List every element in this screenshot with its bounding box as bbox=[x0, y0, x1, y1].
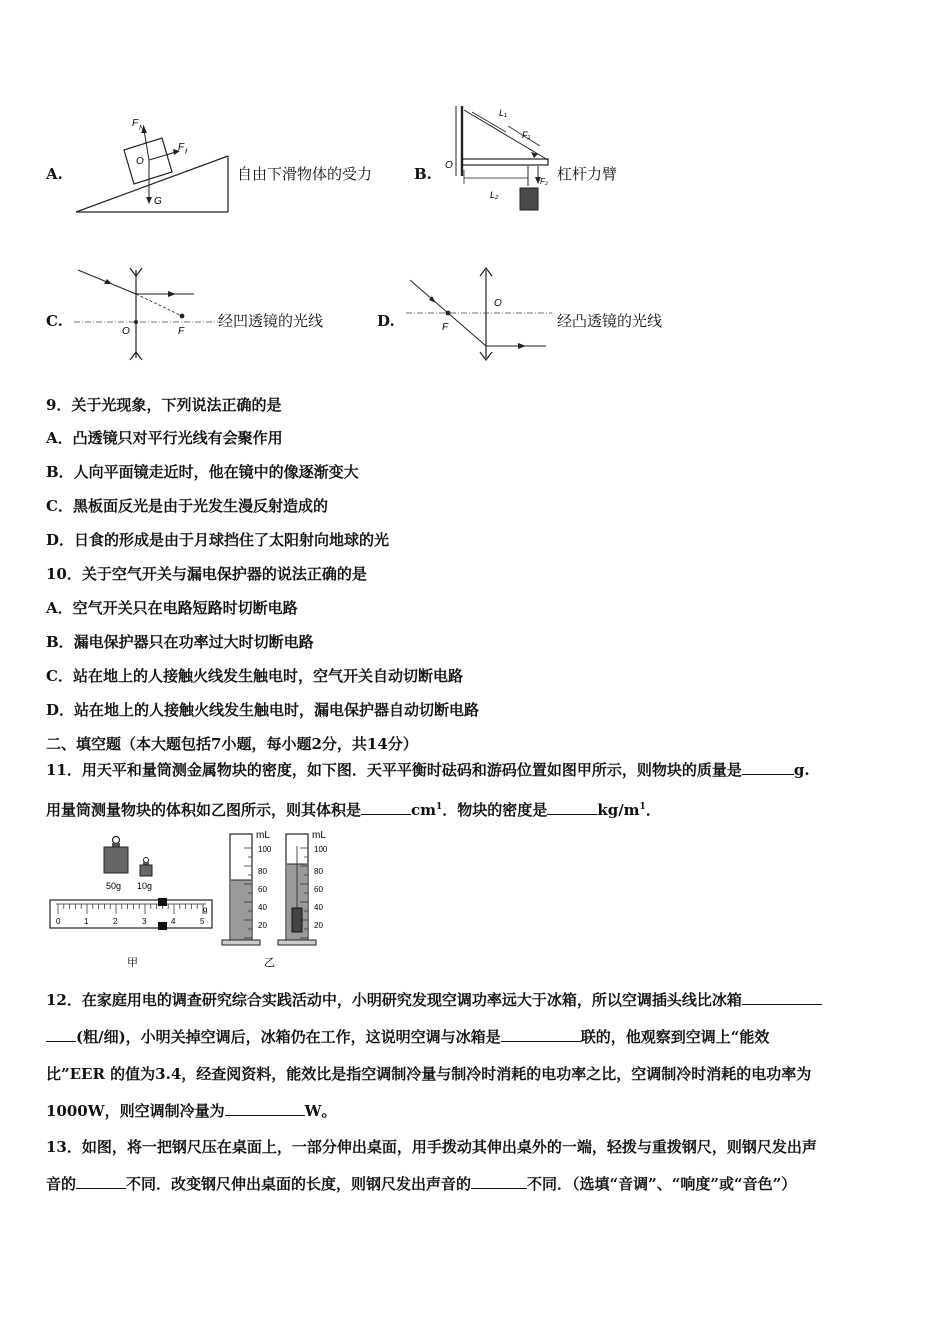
ruler-unit: g bbox=[203, 905, 208, 914]
q13-line1: 13．如图，将一把钢尺压在桌面上，一部分伸出桌面，用手拨动其伸出桌外的一端，轻拨与重拨钢尺，则钢尺发出声 bbox=[46, 1138, 817, 1156]
g-label: G bbox=[154, 196, 162, 207]
q10-option-d: D．站在地上的人接触火线发生触电时，漏电保护器自动切断电路 bbox=[46, 701, 480, 719]
q12-line3: 比”EER 的值为3.4，经查阅资料，能效比是指空调制冷量与制冷时消耗的电功率之比，空调制冷时消耗的电功率为 bbox=[46, 1065, 812, 1083]
ruler-label-4: 4 bbox=[171, 917, 176, 926]
q9-option-d: D．日食的形成是由于月球挡住了太阳射向地球的光 bbox=[46, 531, 390, 549]
l2-label: L₂ bbox=[490, 190, 499, 200]
ruler-label-2: 2 bbox=[113, 917, 118, 926]
scale-20: 20 bbox=[314, 921, 323, 930]
q12-line2: (粗/细)，小明关掉空调后，冰箱仍在工作，这说明空调与冰箱是 联的，他观察到空调上“能效 bbox=[46, 1027, 769, 1047]
q12-line4: 1000W，则空调制冷量为 W。 bbox=[46, 1102, 337, 1120]
figure-label-jia: 甲 bbox=[127, 957, 138, 969]
ff-label-sub: f bbox=[185, 149, 187, 156]
option-d-letter: D. bbox=[377, 312, 395, 330]
q10-option-a: A．空气开关只在电路短路时切断电路 bbox=[46, 599, 298, 617]
answer-blank[interactable] bbox=[742, 990, 822, 1005]
answer-blank[interactable] bbox=[225, 1101, 305, 1116]
answer-blank[interactable] bbox=[547, 800, 597, 815]
q9-stem: 9．关于光现象，下列说法正确的是 bbox=[46, 396, 282, 414]
weight-10g-label: 10g bbox=[137, 881, 153, 891]
answer-blank[interactable] bbox=[361, 800, 411, 815]
option-c-letter: C. bbox=[46, 312, 63, 330]
incline-force-diagram bbox=[72, 112, 232, 216]
option-a-caption: 自由下滑物体的受力 bbox=[237, 165, 373, 183]
scale-100: 100 bbox=[314, 845, 328, 854]
ff-label: F bbox=[178, 142, 185, 153]
cylinder-unit: mL bbox=[256, 830, 270, 841]
q10-stem: 10．关于空气开关与漏电保护器的说法正确的是 bbox=[46, 565, 367, 583]
concave-lens-diagram bbox=[74, 266, 218, 362]
q11-line1: 11．用天平和量筒测金属物块的密度，如下图．天平平衡时砝码和游码位置如图甲所示，则物块的质量是 g. bbox=[46, 761, 810, 779]
cylinder-unit: mL bbox=[312, 830, 326, 841]
option-a-letter: A. bbox=[46, 165, 63, 183]
option-b-caption: 杠杆力臂 bbox=[557, 165, 618, 183]
o-label: O bbox=[445, 160, 453, 171]
scale-80: 80 bbox=[258, 867, 267, 876]
section-heading: 二、填空题（本大题包括7小题，每小题2分，共14分） bbox=[46, 735, 418, 753]
answer-blank[interactable] bbox=[76, 1174, 126, 1189]
scale-60: 60 bbox=[314, 885, 323, 894]
cylinder-after bbox=[278, 830, 328, 945]
q13-line2: 音的 不同．改变钢尺伸出桌面的长度，则钢尺发出声音的 不同．（选填“音调”、“响度”或“音色”） bbox=[46, 1175, 797, 1193]
q9-option-a: A．凸透镜只对平行光线有会聚作用 bbox=[46, 429, 283, 447]
q10-option-c: C．站在地上的人接触火线发生触电时，空气开关自动切断电路 bbox=[46, 667, 463, 685]
scale-80: 80 bbox=[314, 867, 323, 876]
q12-line1: 12．在家庭用电的调查研究综合实践活动中，小明研究发现空调功率远大于冰箱，所以空调插头线比冰箱 bbox=[46, 990, 822, 1010]
scale-20: 20 bbox=[258, 921, 267, 930]
o-label: O bbox=[122, 326, 130, 337]
fn-label: F bbox=[132, 118, 139, 129]
o-label: O bbox=[494, 298, 502, 309]
ruler-label-1: 1 bbox=[84, 917, 89, 926]
weight-50g-label: 50g bbox=[106, 881, 122, 891]
answer-blank[interactable] bbox=[742, 760, 794, 775]
answer-blank[interactable] bbox=[46, 1027, 76, 1042]
fn-label-sub: N bbox=[139, 125, 145, 132]
convex-lens-diagram bbox=[406, 266, 552, 362]
scale-40: 40 bbox=[258, 903, 267, 912]
option-c-caption: 经凹透镜的光线 bbox=[218, 312, 324, 330]
cylinder-before bbox=[222, 830, 272, 945]
q9-option-c: C．黑板面反光是由于光发生漫反射造成的 bbox=[46, 497, 328, 515]
answer-blank[interactable] bbox=[501, 1027, 581, 1042]
answer-blank[interactable] bbox=[471, 1174, 527, 1189]
ruler-label-0: 0 bbox=[56, 917, 61, 926]
ruler-label-5: 5 bbox=[200, 917, 205, 926]
o-label: O bbox=[136, 156, 144, 167]
figure-label-yi: 乙 bbox=[264, 957, 275, 969]
q11-line2: 用量筒测量物块的体积如乙图所示，则其体积是 $cm^1$．物块的密度是 $kg/m^1$． bbox=[46, 801, 661, 819]
f-label: F bbox=[178, 326, 185, 337]
f2-label: F₂ bbox=[540, 177, 548, 186]
scale-100: 100 bbox=[258, 845, 272, 854]
f-label: F bbox=[442, 322, 449, 333]
l1-label: L₁ bbox=[499, 108, 507, 118]
scale-60: 60 bbox=[258, 885, 267, 894]
ruler-label-3: 3 bbox=[142, 917, 147, 926]
cylinders-figure bbox=[216, 826, 340, 972]
q10-option-b: B．漏电保护器只在功率过大时切断电路 bbox=[46, 633, 314, 651]
q9-option-b: B．人向平面镜走近时，他在镜中的像逐渐变大 bbox=[46, 463, 359, 481]
option-b-letter: B. bbox=[414, 165, 432, 183]
lever-diagram bbox=[442, 104, 554, 216]
scale-40: 40 bbox=[314, 903, 323, 912]
option-d-caption: 经凸透镜的光线 bbox=[557, 312, 663, 330]
f1-label: F₁ bbox=[522, 130, 531, 140]
balance-figure bbox=[46, 830, 216, 970]
